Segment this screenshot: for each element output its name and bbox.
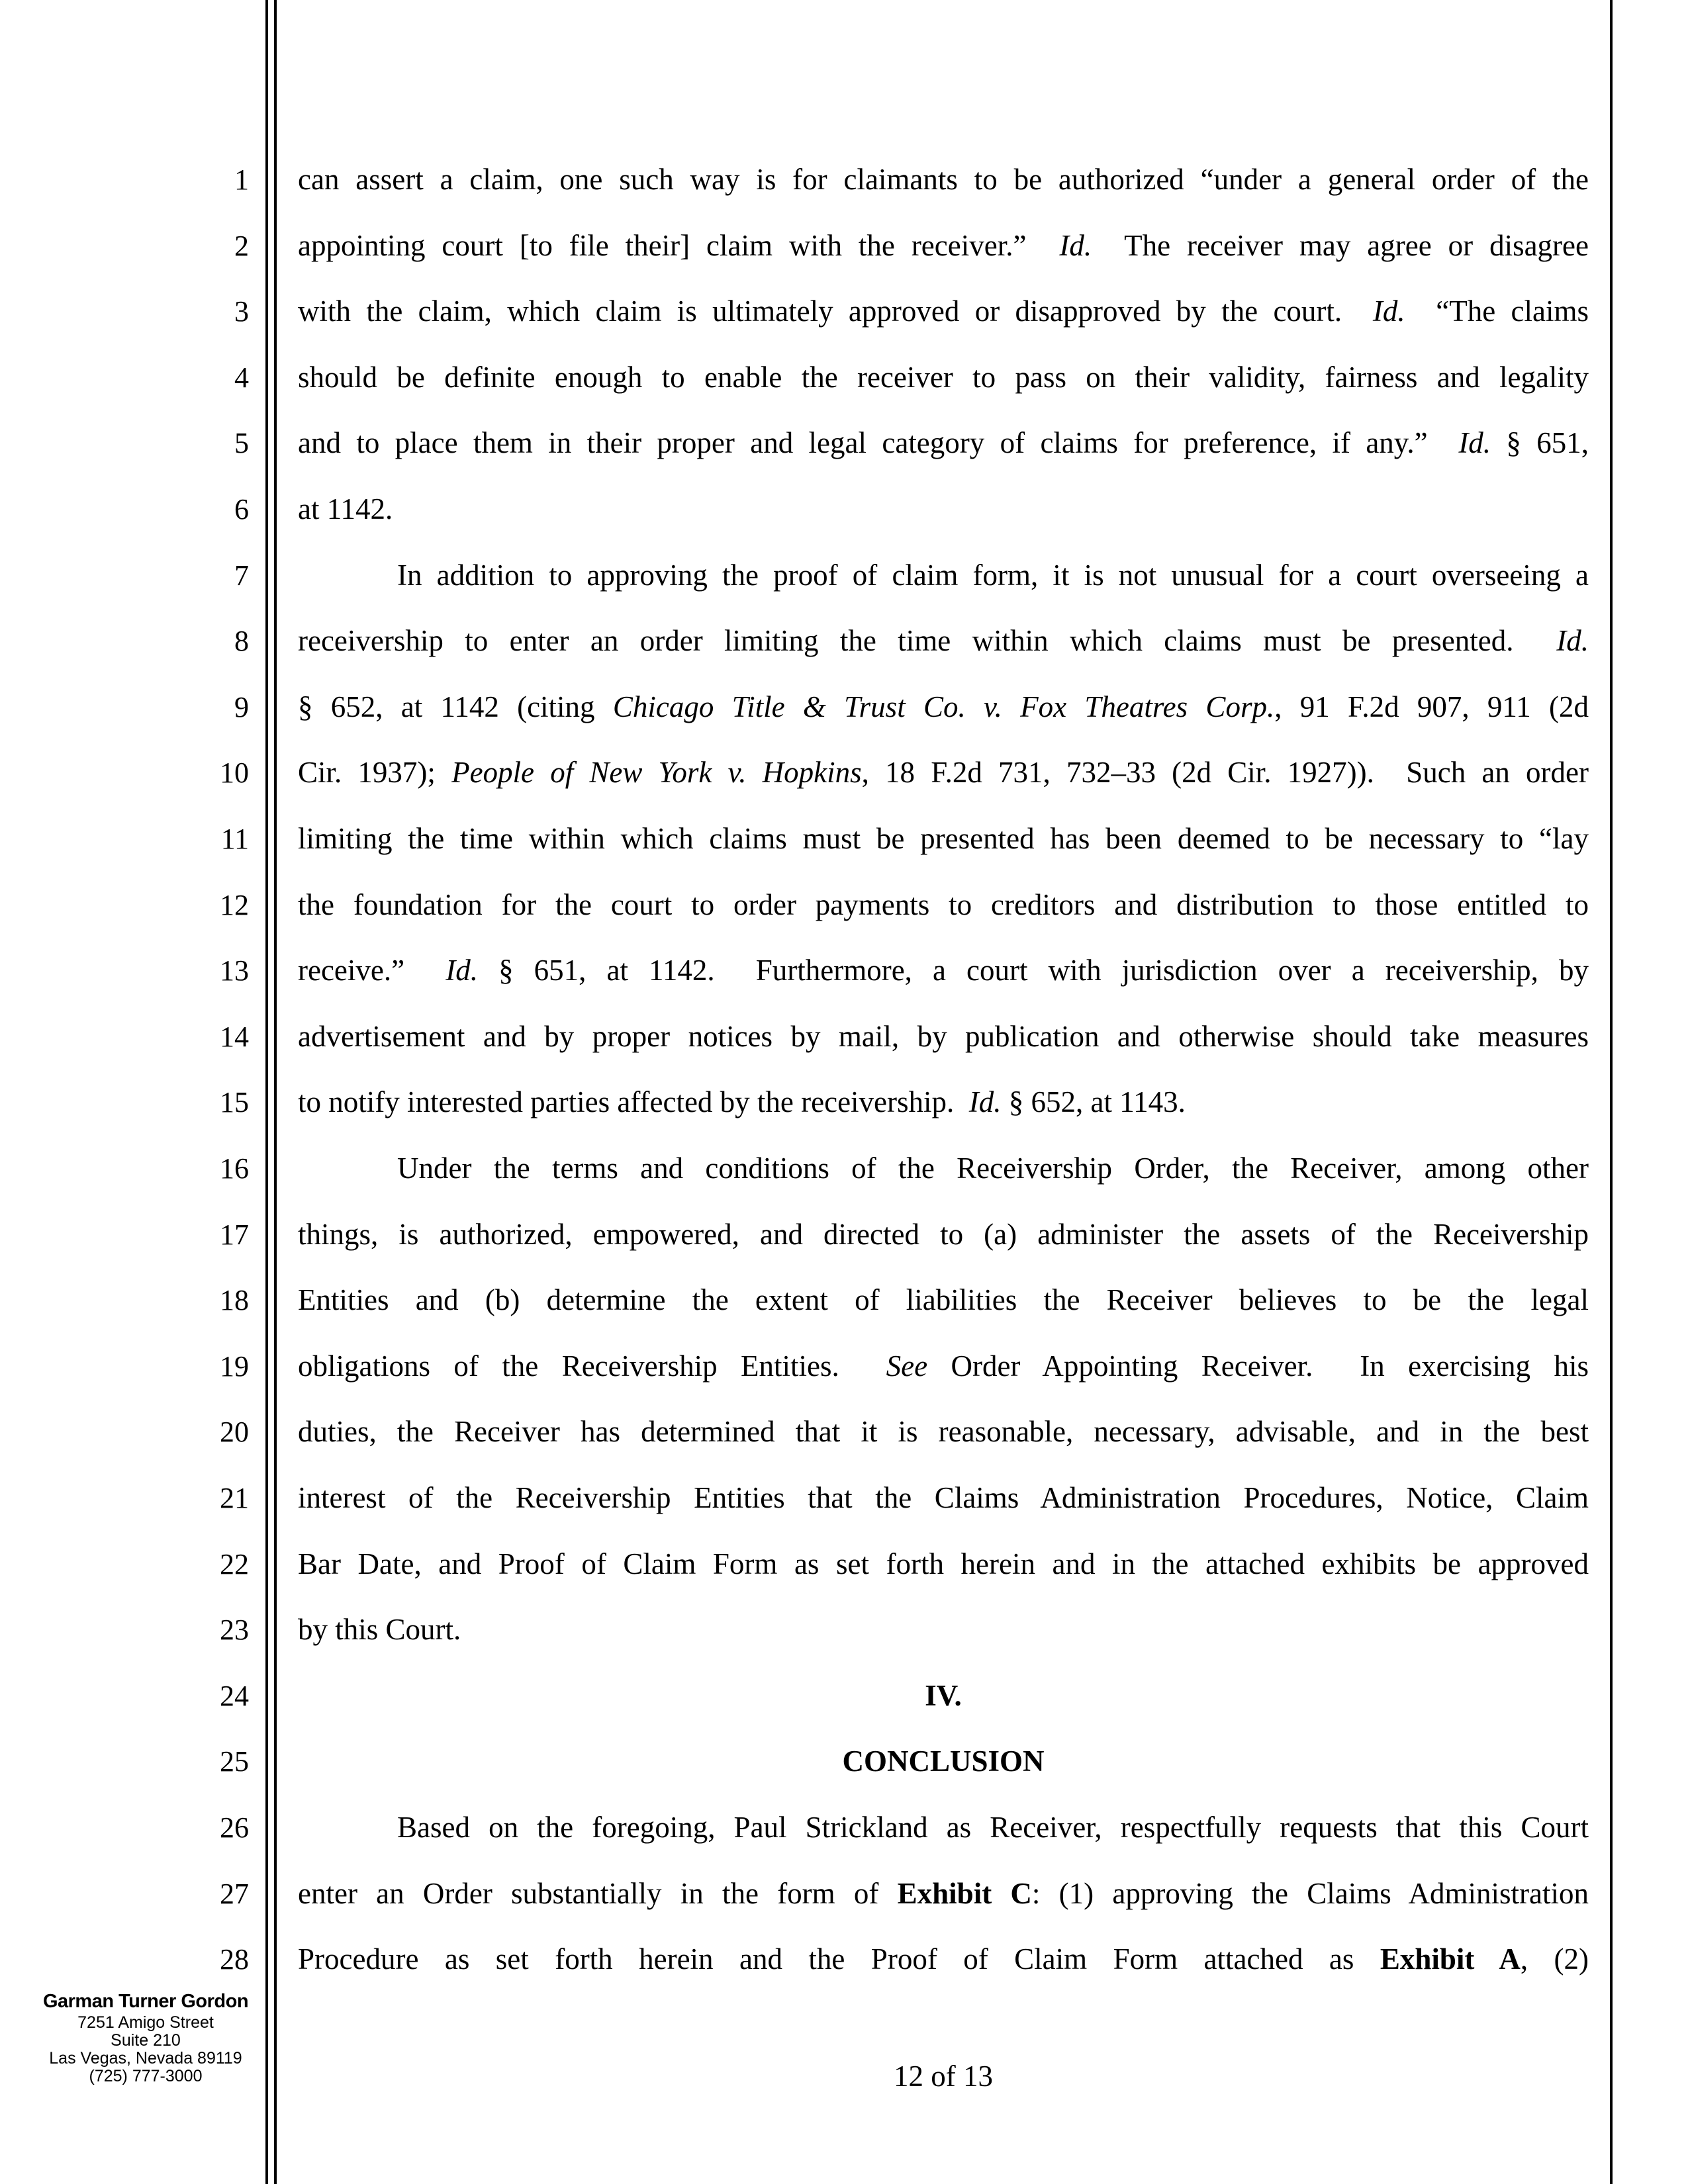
text-segment: enter an Order substantially in the form of [298, 1876, 898, 1910]
line-number: 1 [234, 163, 249, 196]
text-line [298, 296, 1589, 326]
text-segment: receive.” [298, 954, 446, 987]
line-number: 27 [220, 1877, 249, 1910]
text-segment: Entities and (b) determine the extent of liabilities the Receiver believes to be the legal [298, 1283, 1589, 1317]
italic-citation: Id. [968, 1085, 1002, 1119]
text-segment: : (1) approving the Claims Administration [1031, 1876, 1589, 1910]
line-number: 11 [220, 823, 249, 855]
text-segment: , 18 F.2d 731, 732–33 (2d Cir. 1927)). Such an order [861, 756, 1589, 790]
text-segment: should be definite enough to enable the receiver to pass on their validity, fairness and legality [298, 360, 1589, 394]
text-segment: In addition to approving the proof of claim form, it is not unusual for a court overseeing a [397, 558, 1589, 592]
text-segment: Under the terms and conditions of the Receivership Order, the Receiver, among other [397, 1152, 1589, 1185]
text-segment: at 1142. [298, 492, 393, 525]
text-segment: interest of the Receivership Entities that the Claims Administration Procedures, Notice, Claim [298, 1481, 1589, 1514]
line-number: 17 [220, 1218, 249, 1251]
text-line [298, 1285, 1589, 1315]
line-number: 12 [220, 888, 249, 921]
section-heading [298, 1747, 1589, 1776]
text-line [298, 1549, 1589, 1579]
text-line [298, 1813, 1589, 1843]
text-segment: Procedure as set forth herein and the Proof of Claim Form attached as [298, 1942, 1380, 1976]
line-number: 19 [220, 1349, 249, 1383]
text-segment: § 651, at 1142. Furthermore, a court with jurisdiction over a receivership, by [478, 954, 1589, 987]
line-number: 26 [220, 1811, 249, 1844]
line-number: 8 [234, 625, 249, 658]
firm-footer [26, 1991, 265, 2097]
line-number: 18 [220, 1284, 249, 1317]
firm-phone: (725) 777-3000 [89, 2067, 203, 2085]
text-segment: CONCLUSION [842, 1745, 1045, 1778]
line-number: 25 [220, 1745, 249, 1778]
text-line [298, 1019, 1589, 1053]
italic-citation: Chicago Title & Trust Co. v. Fox Theatres Corp. [612, 690, 1275, 723]
text-segment: obligations of the Receivership Entities. [298, 1349, 886, 1383]
text-segment: with the claim, which claim is ultimately approved or disapproved by the court. [298, 295, 1373, 328]
text-segment: the foundation for the court to order payments to creditors and distribution to those entitled to [298, 887, 1589, 921]
text-segment: The receiver may agree or disagree [1092, 228, 1589, 262]
section-heading [298, 1678, 1589, 1712]
line-number: 13 [220, 954, 249, 987]
text-line [298, 956, 1589, 985]
firm-address-suite: Suite 210 [111, 2031, 181, 2050]
line-number: 16 [220, 1152, 249, 1185]
text-line [298, 165, 1589, 195]
firm-name: Garman Turner Gordon [42, 1991, 249, 2012]
line-number: 15 [220, 1086, 249, 1119]
line-number: 24 [220, 1679, 249, 1712]
text-segment: advertisement and by proper notices by mail, by publication and otherwise should take measures [298, 1019, 1589, 1053]
right-margin-rule [1610, 0, 1613, 2184]
text-segment: , 91 F.2d 907, 911 (2d [1274, 690, 1589, 723]
text-segment: things, is authorized, empowered, and directed to (a) administer the assets of the Receivership [298, 1217, 1589, 1251]
text-segment: and to place them in their proper and legal category of claims for preference, if any.” [298, 426, 1459, 460]
text-line [298, 758, 1589, 788]
italic-citation: People of New York v. Hopkins [451, 756, 862, 790]
line-number: 28 [220, 1943, 249, 1976]
text-segment: Order Appointing Receiver. In exercising his [927, 1349, 1589, 1383]
text-segment: limiting the time within which claims must be presented has been deemed to be necessary to “lay [298, 822, 1589, 855]
text-segment: receivership to enter an order limiting the time within which claims must be presented. [298, 624, 1557, 658]
line-number: 7 [234, 559, 249, 592]
line-number: 4 [234, 361, 249, 394]
text-segment: “The claims [1405, 295, 1589, 328]
text-line [298, 824, 1589, 854]
line-number: 10 [220, 756, 249, 790]
line-number: 20 [220, 1416, 249, 1449]
text-segment: duties, the Receiver has determined that it is reasonable, necessary, advisable, and in the best [298, 1415, 1589, 1449]
text-segment: , (2) [1520, 1942, 1589, 1976]
text-segment: by this Court. [298, 1613, 461, 1647]
italic-citation: Id. [445, 954, 478, 987]
italic-citation: Id. [1059, 228, 1092, 262]
left-margin-rule-inner [274, 0, 277, 2184]
text-segment: appointing court [to file their] claim with the receiver.” [298, 228, 1060, 262]
bold-term: Exhibit A [1380, 1942, 1521, 1976]
text-line [298, 1154, 1589, 1183]
italic-citation: Id. [1556, 624, 1589, 658]
text-line [298, 692, 1589, 722]
page-number: 12 of 13 [894, 2060, 993, 2093]
line-number: 3 [234, 295, 249, 328]
text-segment: § 652, at 1143. [1001, 1085, 1186, 1119]
firm-address-city: Las Vegas, Nevada 89119 [49, 2049, 242, 2068]
text-segment: § 652, at 1142 (citing [298, 690, 613, 723]
text-segment: Based on the foregoing, Paul Strickland as Receiver, respectfully requests that this Court [397, 1811, 1589, 1844]
text-segment: Bar Date, and Proof of Claim Form as set forth herein and in the attached exhibits be approved [298, 1547, 1589, 1580]
text-line [298, 1876, 1589, 1910]
text-line [298, 360, 1589, 394]
text-segment: § 651, [1491, 426, 1589, 460]
text-line [298, 494, 1589, 524]
text-line [298, 428, 1589, 458]
text-line [298, 1944, 1589, 1974]
text-line [298, 626, 1589, 656]
firm-address-street: 7251 Amigo Street [77, 2013, 214, 2032]
line-number: 6 [234, 493, 249, 525]
text-line [298, 1351, 1589, 1381]
text-line [298, 1087, 1589, 1117]
left-margin-rule-outer [265, 0, 268, 2184]
text-line [298, 887, 1589, 921]
text-line [298, 1615, 1589, 1645]
line-number: 14 [220, 1020, 249, 1053]
line-number: 22 [220, 1547, 249, 1580]
text-line [298, 228, 1589, 262]
text-line [298, 1417, 1589, 1447]
line-number: 23 [220, 1614, 249, 1647]
italic-citation: See [886, 1349, 928, 1383]
text-segment: can assert a claim, one such way is for claimants to be authorized “under a general order of the [298, 163, 1589, 196]
text-line [298, 1483, 1589, 1513]
line-number: 2 [234, 229, 249, 262]
bold-term: Exhibit C [897, 1876, 1032, 1910]
text-line [298, 1217, 1589, 1251]
italic-citation: Id. [1372, 295, 1405, 328]
line-number: 21 [220, 1482, 249, 1514]
line-number: 9 [234, 690, 249, 723]
text-segment: Cir. 1937); [298, 756, 452, 790]
line-number: 5 [234, 427, 249, 460]
italic-citation: Id. [1458, 426, 1491, 460]
text-segment: IV. [925, 1678, 962, 1712]
text-line [298, 558, 1589, 592]
text-segment: to notify interested parties affected by the receivership. [298, 1085, 969, 1119]
